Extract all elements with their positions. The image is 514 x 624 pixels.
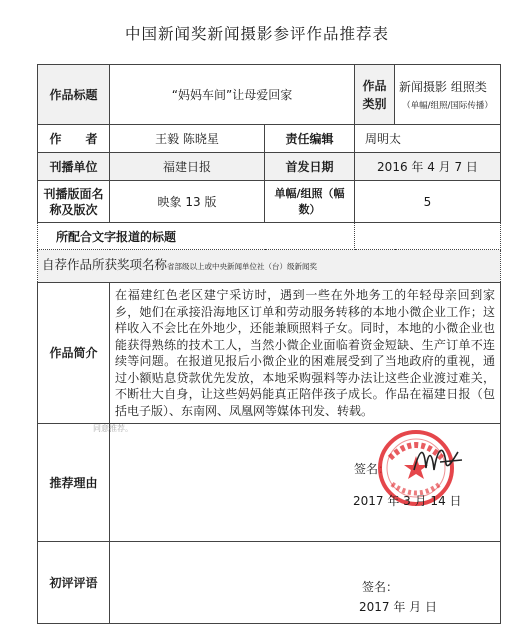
recommend-sign-label: 签名： xyxy=(354,462,391,476)
outlet-label: 刊播单位 xyxy=(38,153,110,181)
recommend-label: 推荐理由 xyxy=(38,424,110,542)
awards-label: 自荐作品所获奖项名称 xyxy=(42,257,168,272)
row-intro xyxy=(38,283,501,424)
row-author xyxy=(38,125,501,153)
review-label: 初评评语 xyxy=(38,542,110,624)
review-date: 2017 年 月 日 xyxy=(359,600,437,614)
date-label: 首发日期 xyxy=(265,153,355,181)
editor-value: 周明太 xyxy=(355,125,501,153)
awards-cell xyxy=(38,250,501,283)
review-cell xyxy=(110,542,501,624)
category-note: （单幅/组照/国际传播） xyxy=(402,101,493,111)
related-value xyxy=(355,223,501,250)
handwritten-signature xyxy=(410,440,466,478)
recommend-text: 同意推荐。 xyxy=(93,424,133,433)
intro-text: 在福建红色老区建宁采访时，遇到一些在外地务工的年轻母亲回到家乡，她们在承接沿海地区订单和劳动服务转移的本地小微企业工作；这样收入不会比在外地少，还能兼顾照料子女。同时，本地的小微企业也能获得熟练的技术工人，当然小微企业面临着资金短缺、生产订单不连续等问题。在报道见报后小微企业的困难展受到了当地政府的重视，通过小额贴息贷款优先发放，本地采购强料等办法让这些企业渡过难关，不断壮大自身，让这些妈妈能真正陪伴孩子成长。作品在福建日报（包括电子版）、东南网、凤凰网等媒体刊发、转载。 xyxy=(110,283,501,424)
row-awards xyxy=(38,250,501,283)
row-related xyxy=(38,223,501,250)
recommendation-form-table xyxy=(37,64,501,624)
author-label: 作 者 xyxy=(38,125,110,153)
category-cell xyxy=(395,65,501,125)
row-work-title xyxy=(38,65,501,125)
review-sign-label: 签名： xyxy=(362,580,399,594)
recommend-date: 2017 年 3 月 14 日 xyxy=(353,494,462,508)
form-title: 中国新闻奖新闻摄影参评作品推荐表 xyxy=(124,25,389,43)
related-label: 所配合文字报道的标题 xyxy=(38,223,355,250)
work-title-value: “妈妈车间”让母爱回家 xyxy=(110,65,355,125)
work-title-label: 作品标题 xyxy=(38,65,110,125)
page-label: 刊播版面名称及版次 xyxy=(38,181,110,223)
row-outlet xyxy=(38,153,501,181)
editor-label: 责任编辑 xyxy=(265,125,355,153)
page-value: 映象 13 版 xyxy=(110,181,265,223)
category-label: 作品类别 xyxy=(355,65,395,125)
count-value: 5 xyxy=(355,181,501,223)
author-value: 王毅 陈晓星 xyxy=(110,125,265,153)
awards-note: 省部级以上或中央新闻单位社（台）级新闻奖 xyxy=(167,262,318,271)
row-page xyxy=(38,181,501,223)
date-value: 2016 年 4 月 7 日 xyxy=(355,153,501,181)
intro-label: 作品简介 xyxy=(38,283,110,424)
outlet-value: 福建日报 xyxy=(110,153,265,181)
category-value: 新闻摄影 组照类 xyxy=(399,80,487,94)
count-label: 单幅/组照（幅数） xyxy=(265,181,355,223)
